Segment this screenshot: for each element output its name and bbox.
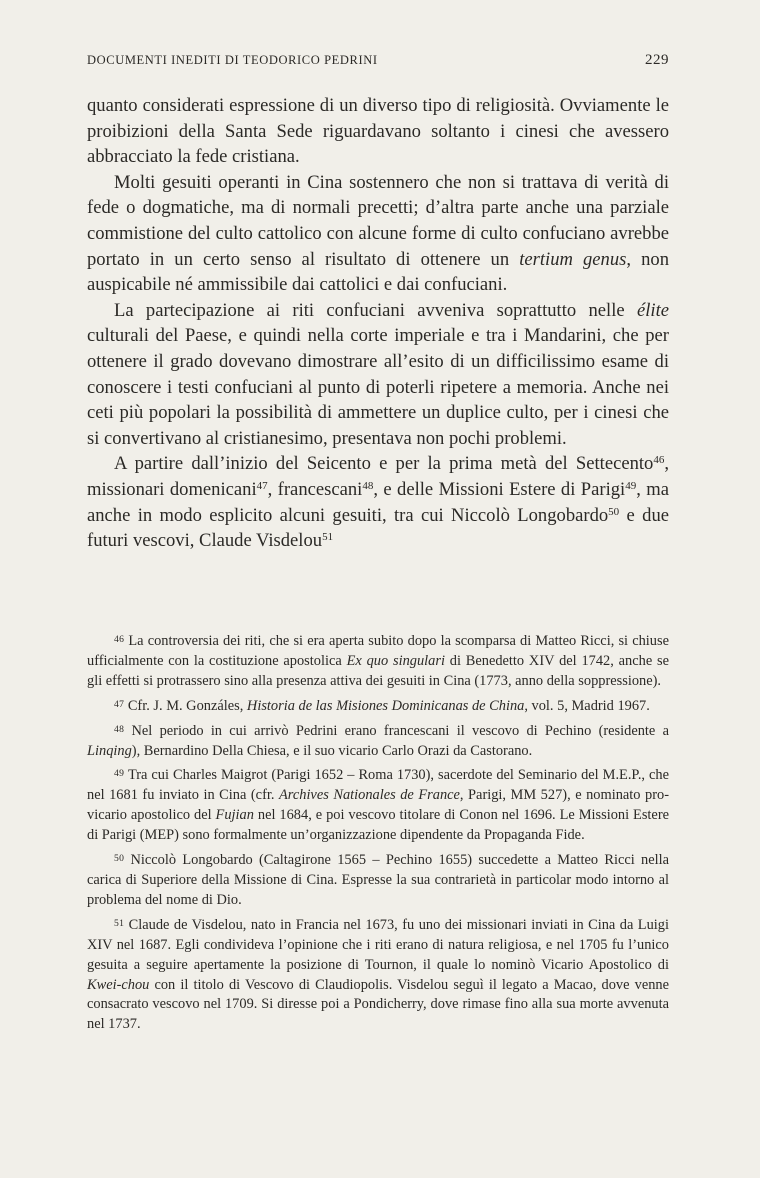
footnote-text: , vol. 5, Madrid 1967. <box>524 697 650 714</box>
footnote-italic: Archives Nationales de France <box>279 787 460 804</box>
footnotes <box>87 630 669 1038</box>
footnote-text: ), Bernardino Della Chiesa, e il suo vicario Carlo Orazi da Castorano. <box>131 742 533 759</box>
footnote-italic: Ex quo singulari <box>346 652 445 669</box>
footnote-number: 47 <box>114 698 125 710</box>
footnote-51 <box>87 914 669 1035</box>
footnote-text: Claude de Visdelou, nato in Francia nel 1673, fu uno dei missionari inviati in Cina da Luigi XIV nel 1687. Egli condivideva l’opinione che i riti erano di natura religiosa, e nel 1705 fu l’unico gesuita a seguire apertamente la posizione di Tournon, il quale lo nominò Vicario Apostolico di <box>87 916 669 973</box>
footnote-italic: Linqing <box>87 742 132 759</box>
footnote-47 <box>87 695 669 717</box>
paragraph-3 <box>87 298 669 452</box>
footnote-italic: Historia de las Misiones Dominicanas de China <box>246 697 525 714</box>
footnote-49 <box>87 764 669 846</box>
footnote-46 <box>87 630 669 692</box>
footnote-text: nel 1684, e poi vescovo titolare di Conon nel 1696. Le Missioni Estere di Parigi (MEP) sono formalmente un’organizzazione dipendente da Propaganda Fide. <box>87 807 669 844</box>
paragraph-4-text-e: , ma anche in modo esplicito alcuni gesuiti, tra cui Niccolò Longobardo <box>87 478 669 526</box>
paragraph-2-text-b: , non auspicabile né ammissibile dai cattolici e dai confuciani. <box>87 248 670 296</box>
footnote-text: , Parigi, MM 527), e nominato pro-vicario apostolico del <box>87 787 669 824</box>
footnote-text: Cfr. J. M. Gonzáles, <box>127 697 247 714</box>
main-text <box>87 93 669 554</box>
footnote-number: 50 <box>114 853 125 865</box>
footnote-ref-47[interactable]: 47 <box>256 479 268 492</box>
footnote-text: Niccolò Longobardo (Caltagirone 1565 – Pechino 1655) succedette a Matteo Ricci nella carica di Superiore della Missione di Cina. Espresse la sua contrarietà in particolar modo intorno al problema del nome di Dio. <box>87 852 669 908</box>
footnote-50 <box>87 849 669 911</box>
paragraph-4 <box>87 451 669 553</box>
footnote-text: Nel periodo in cui arrivò Pedrini erano francescani il vescovo di Pechino (residente a <box>131 722 669 739</box>
footnote-text: La controversia dei riti, che si era aperta subito dopo la scomparsa di Matteo Ricci, si chiuse ufficialmente con la costituzione apostolica <box>87 633 669 669</box>
paragraph-2-text-a: Molti gesuiti operanti in Cina sostennero che non si trattava di verità di fede o dogmatiche, ma di normali precetti; d’altra parte anche una parziale commistione del culto cattolico con alcune forme di culto confuciano avrebbe portato in un certo senso al risultato di ottenere un <box>87 171 669 270</box>
footnote-text: con il titolo di Vescovo di Claudiopolis. Visdelou seguì il legato a Macao, dove venne consacrato vescovo nel 1709. Si diresse poi a Pondicherry, dove rimase fino alla sua morte avvenuta nel 1737. <box>87 976 669 1033</box>
footnote-ref-49[interactable]: 49 <box>625 479 637 492</box>
footnote-number: 46 <box>114 634 125 645</box>
paragraph-4-text-a: A partire dall’inizio del Seicento e per la prima metà del Settecento <box>114 453 654 475</box>
paragraph-2 <box>87 170 669 298</box>
running-header <box>87 52 669 69</box>
latin-term: tertium genus <box>519 248 627 270</box>
paragraph-4-text-f: e due futuri vescovi, Claude Visdelou <box>87 504 669 552</box>
paragraph-3-text-b: culturali del Paese, e quindi nella corte imperiale e tra i Mandarini, che per ottenere il grado dovevano dimostrare all’esito di un difficilissimo esame di conoscere i testi confuciani al punto di poterli ripetere a memoria. Anche nei ceti più popolari la possibilità di ammettere un duplice culto, per i cinesi che si convertivano al cristianesimo, presentava non pochi problemi. <box>87 325 669 449</box>
paragraph-4-text-d: , e delle Missioni Estere di Parigi <box>373 478 626 500</box>
elite-term: élite <box>636 299 669 321</box>
footnote-italic: Kwei-chou <box>87 976 150 993</box>
footnote-ref-50[interactable]: 50 <box>608 505 620 518</box>
paragraph-4-text-b: , missionari domenicani <box>87 453 669 500</box>
footnote-48 <box>87 720 669 762</box>
paragraph-1-text: quanto considerati espressione di un diverso tipo di religiosità. Ovviamente le proibizioni della Santa Sede riguardavano soltanto i cinesi che avessero abbracciato la fede cristiana. <box>87 95 669 168</box>
paragraph-1 <box>87 93 669 170</box>
footnote-ref-48[interactable]: 48 <box>362 479 374 492</box>
footnote-ref-46[interactable]: 46 <box>653 454 665 467</box>
footnote-number: 49 <box>114 768 125 780</box>
paragraph-3-text-a: La partecipazione ai riti confuciani avveniva soprattutto nelle <box>114 299 637 321</box>
footnote-italic: Fujian <box>215 807 254 824</box>
footnote-ref-51[interactable]: 51 <box>322 531 334 544</box>
paragraph-4-text-c: , francescani <box>267 478 363 500</box>
page-number: 229 <box>645 52 669 68</box>
footnote-number: 48 <box>114 723 125 735</box>
running-title: DOCUMENTI INEDITI DI TEODORICO PEDRINI <box>87 53 378 67</box>
footnote-text: di Benedetto XIV del 1742, anche se gli effetti si protrassero sino alla presenza attiva dei gesuiti in Cina (1773, anno della soppressione). <box>87 652 670 689</box>
footnote-text: Tra cui Charles Maigrot (Parigi 1652 – Roma 1730), sacerdote del Seminario del M.E.P., che nel 1681 fu inviato in Cina (cfr. <box>87 767 669 804</box>
footnote-number: 51 <box>114 917 125 929</box>
